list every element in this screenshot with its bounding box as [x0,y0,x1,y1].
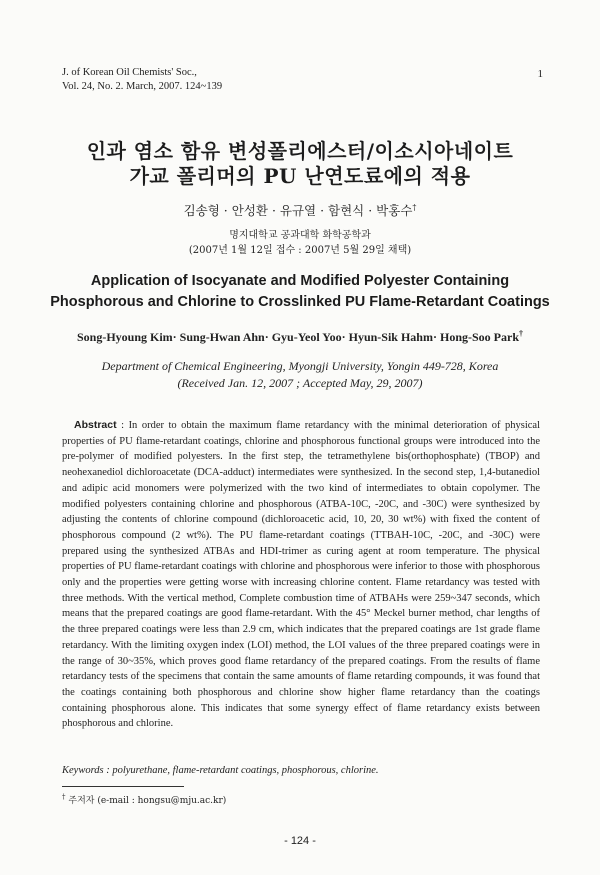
footnote-mark: † [62,793,66,801]
english-dates: (Received Jan. 12, 2007 ; Accepted May, 29, 2007) [177,376,423,390]
korean-author-names: 김송형 · 안성환 · 유규열 · 함현식 · 박홍수 [183,203,413,218]
english-affiliation: Department of Chemical Engineering, Myongji University, Yongin 449-728, Korea [101,359,499,373]
korean-title-line2: 가교 폴리머의 PU 난연도료에의 적용 [129,164,471,188]
footnote [62,793,226,806]
page-number-bottom: - 124 - [284,835,316,847]
keywords: Keywords : polyurethane, flame-retardant coatings, phosphorous, chlorine. [62,765,379,776]
abstract [62,418,540,732]
abstract-separator: : [116,420,129,431]
abstract-text: In order to obtain the maximum flame retardancy with the minimal deterioration of physical properties of PU flame-retardant coatings, chlorine and phosphorous functional groups were introduced into the pre-polymer of modified polyesters. In the first step, the tetramethylene bis(orthophosphate) (TBOP) and neohexanediol dichloroacetate (DCA-adduct) intermediates were synthesized. In the second step, 1,4-butanediol and adipic acid monomers were polymerized with the two kind of intermediates to obtain copolymer. The modified polyesters containing chlorine and phosphorous (ATBA-10C, -20C, and -30C) were synthesized by adjusting the contents of chlorine compound (dichloroacetic acid, 10, 20, 30 wt%) with fixed the content of phosphorous compound (2 wt%). The PU flame-retardant coatings (TTBAH-10C, -20C, and -30C) were prepared using the synthesized ATBAs and HDI-trimer as curing agent at room temperature. The physical properties of PU flame-retardant coatings with chlorine and phosphorous were inferior to those with phosphorous only and the properties were getting worse with increasing chlorine content. Flame retardancy was tested with three methods. With the vertical method, Complete combustion time of ATBAHs were 259~347 seconds, which means that the prepared coatings are good flame-retardant. With the 45° Meckel burner method, char lengths of the three prepared coatings were less than 2.9 cm, which indicates that the prepared coatings are 1st grade flame retardancy. With the limiting oxygen index (LOI) method, the LOI values of the three prepared coatings were in the range of 30~35%, which proves good flame retardancy of the prepared coatings. From the results of flame retardancy tests of the specimens that contain the same amounts of flame retarding compounds, it was found that the coatings containing both phosphorous and chlorine show higher flame retardancy than the coatings containing phosphorous alone. This indicates that some synergy effect of flame retardancy exists between phosphorous and chlorine. [62,420,541,730]
english-corresponding-mark: † [519,329,523,338]
english-title-line2: Phosphorous and Chlorine to Crosslinked PU Flame-Retardant Coatings [50,294,550,310]
journal-name: J. of Korean Oil Chemists' Soc., [62,67,197,78]
korean-dates: (2007년 1월 12일 접수 : 2007년 5월 29일 채택) [188,245,412,256]
korean-affiliation-block [0,228,600,258]
english-authors [0,329,600,345]
korean-affiliation: 명지대학교 공과대학 화학공학과 [229,230,371,241]
english-title [0,271,600,313]
korean-title [0,139,600,189]
english-affiliation-block [0,358,600,392]
korean-title-line1: 인과 염소 함유 변성폴리에스터/이소시아네이트 [86,139,514,163]
journal-citation [62,66,222,94]
corresponding-author-mark: † [412,202,417,212]
footnote-divider [62,786,184,787]
english-author-names: Song-Hyoung Kim· Sung-Hwan Ahn· Gyu-Yeol Yoo· Hyun-Sik Hahm· Hong-Soo Park [76,330,519,344]
english-title-line1: Application of Isocyanate and Modified Polyester Containing [90,273,510,289]
abstract-label: Abstract [74,419,117,431]
journal-volume: Vol. 24, No. 2. March, 2007. 124~139 [62,81,223,92]
korean-authors [0,201,600,219]
footnote-text: 주저자 (e-mail : hongsu@mju.ac.kr) [68,796,227,806]
page-number-top: 1 [537,68,543,80]
